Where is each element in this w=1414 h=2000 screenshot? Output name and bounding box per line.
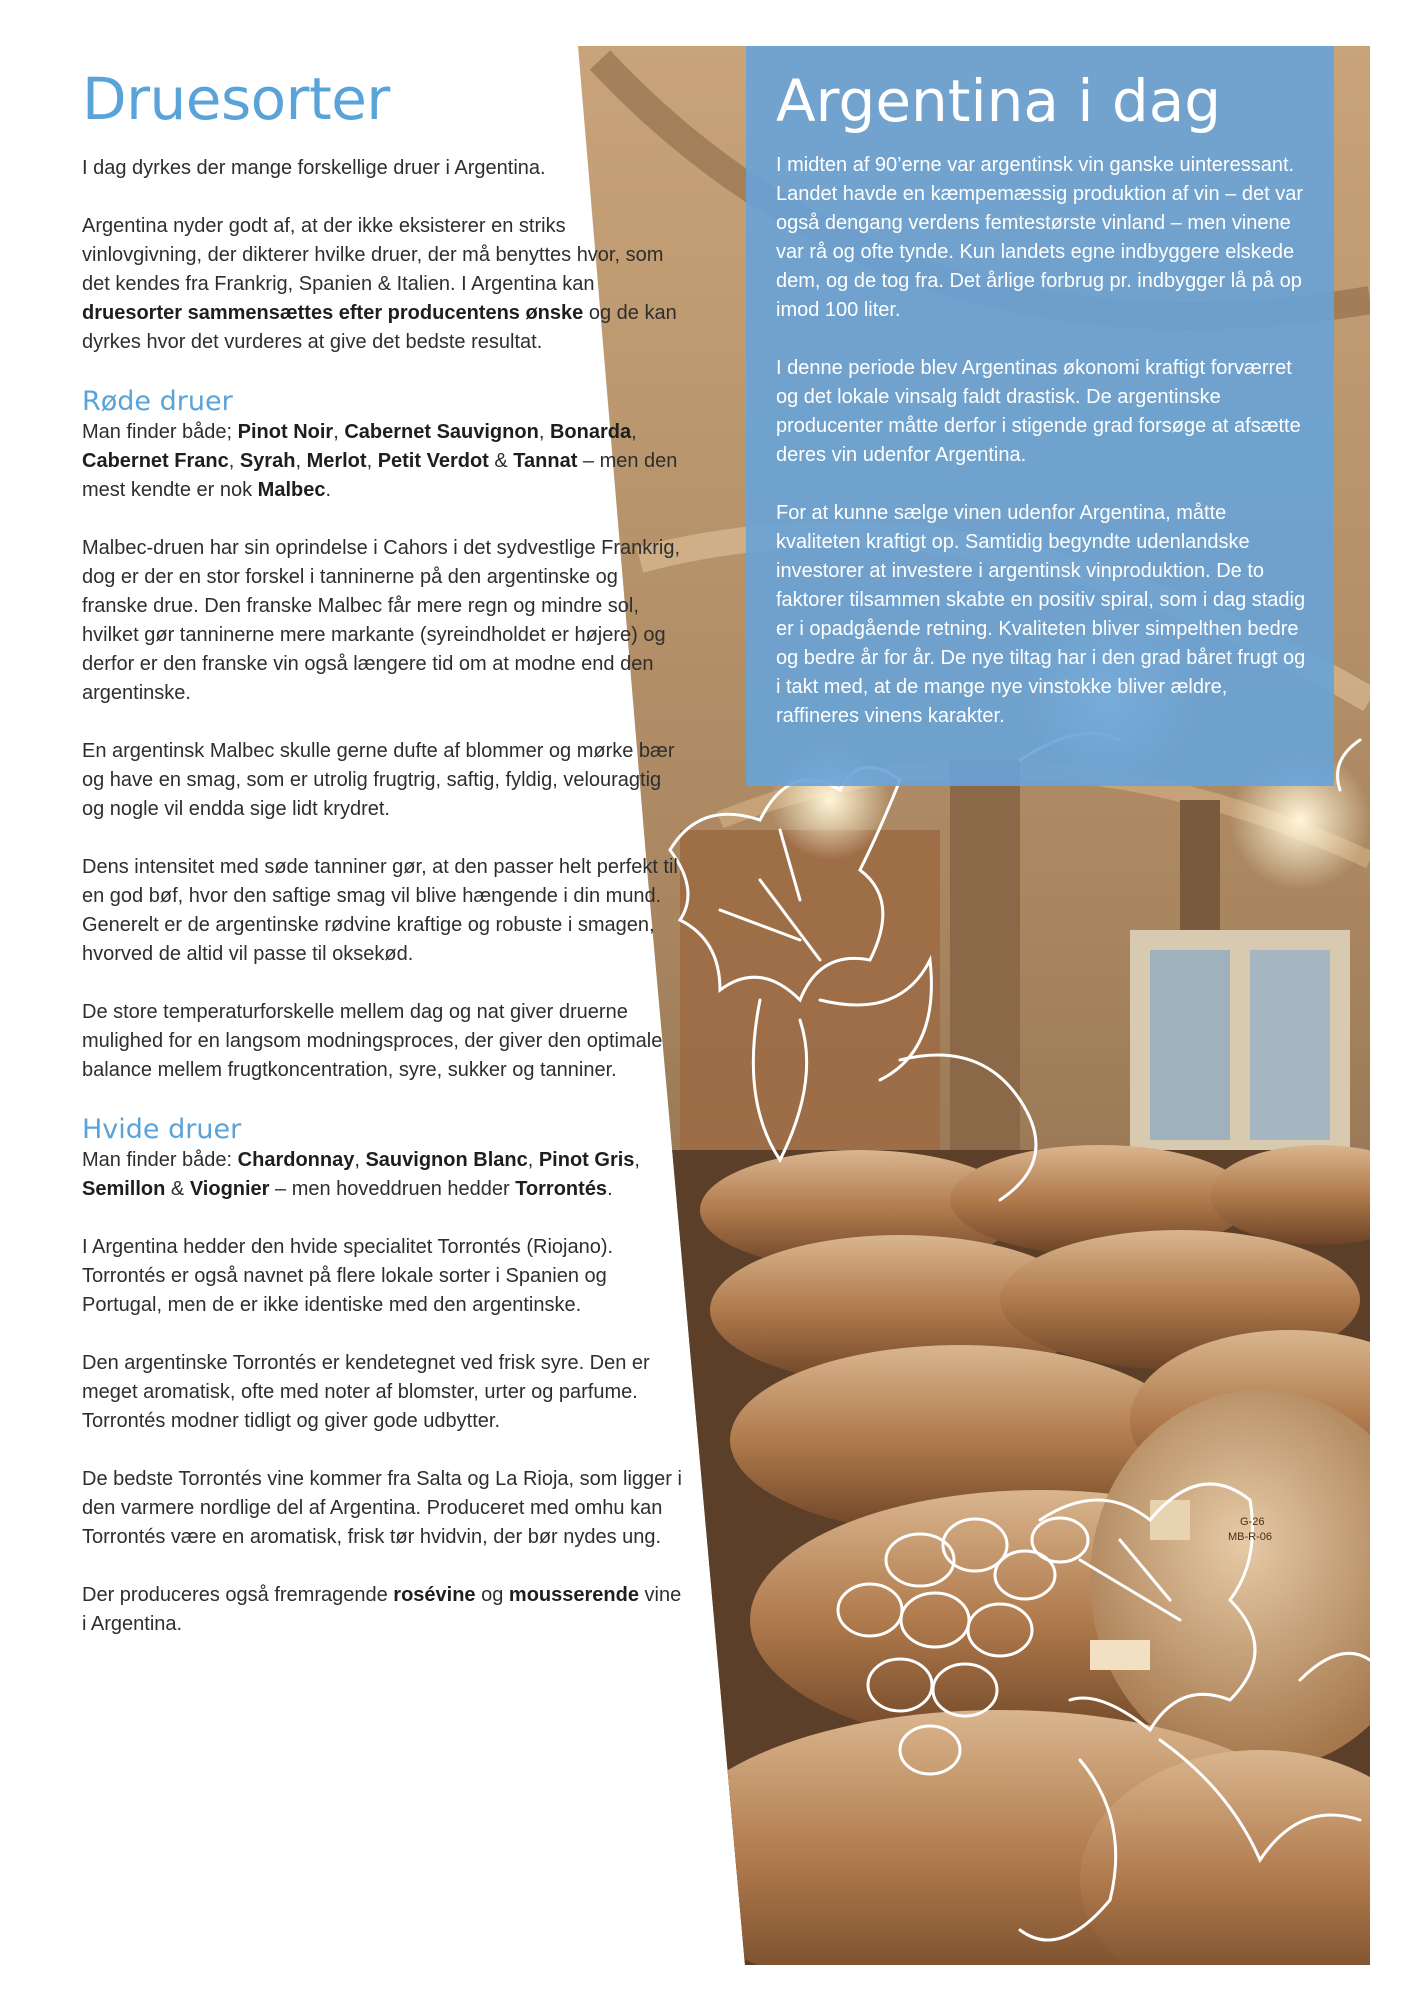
list-sep: .	[325, 478, 332, 501]
box-title: Argentina i dag	[776, 67, 1222, 135]
malbec-pairing-paragraph: Dens intensitet med søde tanniner gør, at den passer helt perfekt til en god bøf, hvor den saftige smag vil blive hængende i din mund. Generelt er de argentinske rødvine kraftige og robuste i smagen, hvorved de altid vil passe til oksekød.	[82, 855, 678, 965]
malbec-aroma-paragraph: En argentinsk Malbec skulle gerne dufte af blommer og mørke bær og have en smag, som er utrolig frugtrig, saftig, fyldig, velouragtig og nogle vil endda sige lidt krydret.	[82, 739, 675, 820]
wine-type: mousserende	[508, 1583, 639, 1606]
rose-sparkling-paragraph	[82, 1581, 682, 1639]
barrel-label-1: G-26	[1240, 1516, 1265, 1528]
list-sep: ,	[366, 449, 378, 472]
list-lead: Man finder både:	[82, 1148, 238, 1171]
left-column	[82, 65, 682, 1668]
box-paragraph-3: For at kunne sælge vinen udenfor Argentina, måtte kvaliteten kraftigt op. Samtidig begyndte udenlandske investorer at investere i argentinsk vinproduktion. De to faktorer tilsammen skabte en positiv spiral, som i dag stadig er i opadgående retning. Kvaliteten bliver simpelthen bedre og bedre år for år. De nye tiltag har i den grad båret frugt og i takt med, at de mange nye vinstokke bliver ældre, raffineres vinens karakter.	[776, 501, 1306, 727]
closing-text: vine i Argentina.	[82, 1583, 682, 1635]
intro-paragraph-2	[82, 212, 682, 357]
grape-name: Cabernet Franc	[82, 449, 229, 472]
white-grapes-list	[82, 1146, 682, 1204]
closing-text: Der produceres også fremragende	[82, 1583, 394, 1606]
list-sep: ,	[527, 1148, 539, 1171]
grape-name: Torrontés	[515, 1177, 608, 1200]
list-sep: ,	[538, 420, 550, 443]
list-sep: ,	[333, 420, 345, 443]
intro-text-end: og de kan dyrkes hvor det vurderes at give det bedste resultat.	[82, 301, 677, 353]
temperature-paragraph: De store temperaturforskelle mellem dag og nat giver druerne mulighed for en langsom modningsproces, der giver den optimale balance mellem frugtkoncentration, syre, sukker og tanniner.	[82, 1000, 663, 1081]
list-sep: – men hoveddruen hedder	[269, 1177, 516, 1200]
barrel-label-2: MB-R-06	[1228, 1531, 1273, 1543]
grape-name: Sauvignon Blanc	[365, 1148, 528, 1171]
page-title: Druesorter	[82, 65, 390, 133]
red-grapes-list	[82, 418, 682, 505]
argentina-today-box	[746, 46, 1334, 786]
grape-name: Semillon	[82, 1177, 166, 1200]
grape-name: Chardonnay	[237, 1148, 355, 1171]
red-grapes-heading: Røde druer	[82, 385, 233, 417]
barrel-rows	[660, 1145, 1414, 2000]
list-sep: .	[607, 1177, 613, 1200]
grape-name: Cabernet Sauvignon	[344, 420, 539, 443]
white-grapes-heading: Hvide druer	[82, 1113, 242, 1145]
intro-emphasis: druesorter sammensættes efter producentens ønske	[82, 301, 584, 324]
list-sep: ,	[228, 449, 240, 472]
grape-name: Pinot Gris	[538, 1148, 635, 1171]
grape-name: Syrah	[239, 449, 296, 472]
torrontes-regions-paragraph: De bedste Torrontés vine kommer fra Salta og La Rioja, som ligger i den varmere nordlige del af Argentina. Produceret med omhu kan Torrontés være en aromatisk, frisk tør hvidvin, der bør nydes ung.	[82, 1467, 682, 1548]
grape-name: Pinot Noir	[237, 420, 334, 443]
list-sep: &	[165, 1177, 190, 1200]
torrontes-specialty-paragraph: I Argentina hedder den hvide specialitet Torrontés (Riojano). Torrontés er også navnet på flere lokale sorter i Spanien og Portugal, men de er ikke identiske med den argentinske.	[82, 1235, 614, 1316]
malbec-origin-paragraph: Malbec-druen har sin oprindelse i Cahors i det sydvestlige Frankrig, dog er der en stor forskel i tanninerne på den argentinske og franske drue. Den franske Malbec får mere regn og mindre sol, hvilket gør tanninerne mere markante (syreindholdet er højere) og derfor er den franske vin også længere tid om at modne end den argentinske.	[82, 536, 681, 704]
torrontes-character-paragraph: Den argentinske Torrontés er kendetegnet ved frisk syre. Den er meget aromatisk, ofte med noter af blomster, urter og parfume. Torrontés modner tidligt og giver gode udbytter.	[82, 1351, 650, 1432]
intro-paragraph-1: I dag dyrkes der mange forskellige druer i Argentina.	[82, 156, 546, 179]
intro-text: Argentina nyder godt af, at der ikke eksisterer en striks vinlovgivning, der dikterer hvilke druer, der må benyttes hvor, som det kendes fra Frankrig, Spanien & Italien. I Argentina kan	[82, 214, 664, 295]
wine-type: rosévine	[393, 1583, 476, 1606]
list-sep: ,	[354, 1148, 366, 1171]
grape-name: Viognier	[189, 1177, 270, 1200]
list-lead: Man finder både;	[82, 420, 238, 443]
list-sep: ,	[295, 449, 307, 472]
box-paragraph-1: I midten af 90’erne var argentinsk vin ganske uinteressant. Landet havde en kæmpemæssig produktion af vin – det var også dengang verdens femtestørste vinland – men vinene var rå og ofte tynde. Kun landets egne indbyggere elskede dem, og de tog fra. Det årlige forbrug pr. indbygger lå på op imod 100 liter.	[776, 153, 1303, 321]
grape-name: Tannat	[513, 449, 578, 472]
grape-name: Bonarda	[549, 420, 632, 443]
closing-text: og	[475, 1583, 509, 1606]
list-sep: – men den mest kendte er nok	[82, 449, 678, 501]
list-sep: ,	[631, 420, 637, 443]
box-paragraph-2: I denne periode blev Argentinas økonomi kraftigt forværret og det lokale vinsalg faldt drastisk. De argentinske producenter måtte derfor i stigende grad forsøge at afsætte deres vin udenfor Argentina.	[776, 356, 1301, 466]
grape-name: Petit Verdot	[377, 449, 489, 472]
grape-name: Malbec	[257, 478, 326, 501]
list-sep: ,	[634, 1148, 640, 1171]
list-sep: &	[488, 449, 514, 472]
grape-name: Merlot	[306, 449, 367, 472]
